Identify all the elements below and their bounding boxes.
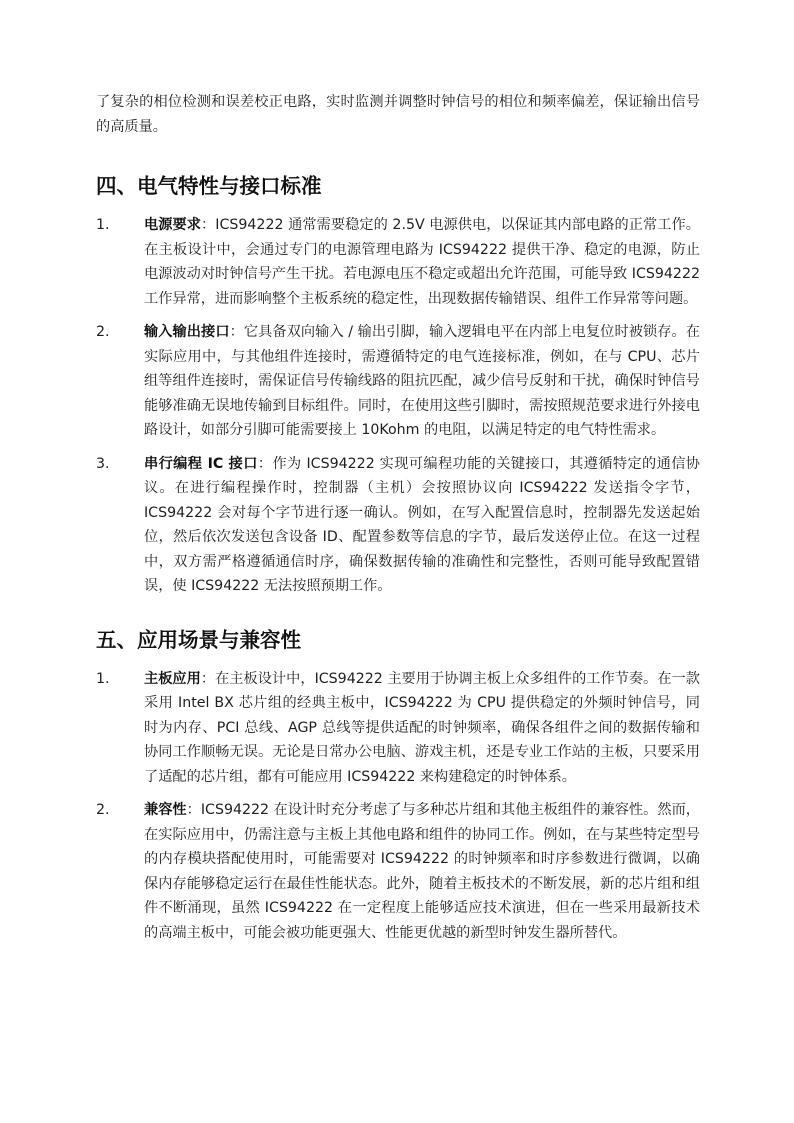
list-item-body — [144, 213, 700, 311]
list-item — [96, 667, 700, 790]
list-item — [96, 320, 700, 443]
list-item-title: 兼容性 — [144, 802, 187, 818]
list-item-number: 2. — [96, 802, 110, 818]
list-item-separator: ： — [229, 324, 244, 340]
list-item-number: 3. — [96, 455, 110, 472]
list-item — [96, 452, 700, 599]
list-item-text: ICS94222 在设计时充分考虑了与多种芯片组和其他主板组件的兼容性。然而，在实际应用中，仍需注意与主板上其他电路和组件的协同工作。例如，在与某些特定型号的内存模块搭配使用时，可能需要对 ICS94222 的时钟频率和时序参数进行微调，以确保内存能够稳定运行在最佳性能状态。此外，随着主板技术的不断发展，新的芯片组和组件不断涌现，虽然 ICS94222 在一定程度上能够适应技术演进，但在一些采用最新技术的高端主板中，可能会被功能更强大、性能更优越的新型时钟发生器所替代。 — [144, 802, 700, 941]
list-item-text: 作为 ICS94222 实现可编程功能的关键接口，其遵循特定的通信协议。在进行编程操作时，控制器（主机）会按照协议向 ICS94222 发送指令字节，ICS94222 会对每个字节进行逐一确认。例如，在写入配置信息时，控制器先发送起始位，然后依次发送包含设备 ID、配置参数等信息的字节，最后发送停止位。在这一过程中，双方需严格遵循通信时序，确保数据传输的准确性和完整性，否则可能导致配置错误，使 ICS94222 无法按照预期工作。 — [144, 455, 700, 594]
section-4-heading: 四、电气特性与接口标准 — [96, 174, 322, 198]
list-item-title: 输入输出接口 — [144, 324, 230, 340]
list-item-number: 1. — [96, 670, 110, 687]
list-item-body — [144, 667, 700, 790]
list-item-body — [144, 452, 700, 599]
list-item-body — [144, 798, 700, 945]
list-item — [96, 213, 700, 311]
document-content — [96, 90, 700, 954]
list-item-text: ICS94222 通常需要稳定的 2.5V 电源供电，以保证其内部电路的正常工作。在主板设计中，会通过专门的电源管理电路为 ICS94222 提供干净、稳定的电源，防止电源波动对时钟信号产生干扰。若电源电压不稳定或超出允许范围，可能导致 ICS94222 工作异常，进而影响整个主板系统的稳定性，出现数据传输错误、组件工作异常等问题。 — [144, 217, 700, 307]
section-5-list — [96, 667, 700, 946]
list-item-title: 电源要求 — [144, 217, 202, 233]
list-item-title: 串行编程 IC 接口 — [144, 455, 258, 472]
intro-paragraph: 了复杂的相位检测和误差校正电路，实时监测并调整时钟信号的相位和频率偏差，保证输出信号的高质量。 — [96, 94, 700, 135]
list-item-separator: ： — [201, 217, 216, 233]
list-item-separator: ： — [257, 455, 273, 472]
list-item-separator: ： — [200, 670, 216, 687]
section-5-heading: 五、应用场景与兼容性 — [96, 627, 301, 652]
list-item-text: 在主板设计中，ICS94222 主要用于协调主板上众多组件的工作节奏。在一款采用 Intel BX 芯片组的经典主板中，ICS94222 为 CPU 提供稳定的外频时钟信号，同时为内存、PCI 总线、AGP 总线等提供适配的时钟频率，确保各组件之间的数据传输和协同工作顺畅无误。无论是日常办公电脑、游戏主机，还是专业工作站的主板，只要采用了适配的芯片组，都有可能应用 ICS94222 来构建稳定的时钟体系。 — [144, 670, 700, 785]
list-item-text: 它具备双向输入 / 输出引脚，输入逻辑电平在内部上电复位时被锁存。在实际应用中，与其他组件连接时，需遵循特定的电气连接标准，例如，在与 CPU、芯片组等组件连接时，需保证信号传输线路的阻抗匹配，减少信号反射和干扰，确保时钟信号能够准确无误地传输到目标组件。同时，在使用这些引脚时，需按照规范要求进行外接电路设计，如部分引脚可能需要接上 10Kohm 的电阻，以满足特定的电气特性需求。 — [144, 324, 700, 438]
list-item — [96, 798, 700, 945]
list-item-body — [144, 320, 700, 443]
list-item-number: 1. — [96, 217, 110, 233]
list-item-number: 2. — [96, 324, 110, 340]
list-item-separator: ： — [186, 802, 201, 818]
section-4-list — [96, 213, 700, 599]
list-item-title: 主板应用 — [144, 670, 201, 687]
